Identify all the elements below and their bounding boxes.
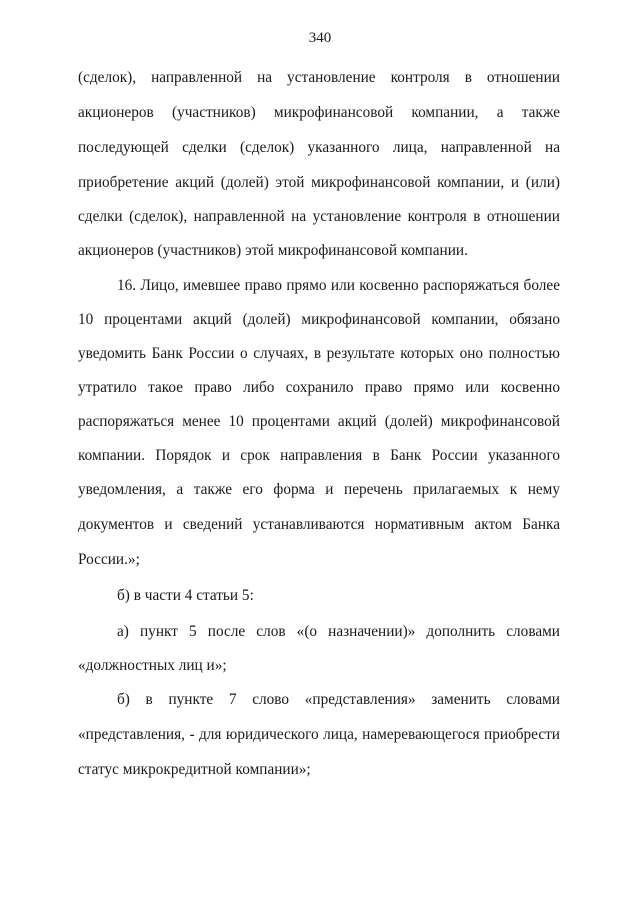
- text-line: приобретение акций (долей) этой микрофинансовой компании, и (или): [78, 174, 560, 191]
- page-number: 340: [308, 30, 332, 46]
- text-line: (сделок), направленной на установление контроля в отношении: [78, 69, 560, 86]
- text-line: компании. Порядок и срок направления в Банк России указанного: [78, 447, 560, 464]
- text-line: б) в части 4 статьи 5:: [117, 587, 254, 604]
- text-line: «должностных лиц и»;: [78, 657, 227, 674]
- text-line: распоряжаться менее 10 процентами акций (долей) микрофинансовой: [78, 413, 560, 430]
- text-line: документов и сведений устанавливаются нормативным актом Банка: [78, 516, 560, 533]
- text-line: а) пункт 5 после слов «(о назначении)» дополнить словами: [117, 623, 560, 640]
- text-line: России.»;: [78, 551, 140, 568]
- text-line: последующей сделки (сделок) указанного лица, направленной на: [78, 139, 560, 156]
- text-line: утратило такое право либо сохранило право прямо или косвенно: [78, 379, 560, 396]
- text-line: 16. Лицо, имевшее право прямо или косвенно распоряжаться более: [117, 277, 560, 294]
- text-line: акционеров (участников) микрофинансовой компании, а также: [78, 104, 560, 121]
- text-line: уведомить Банк России о случаях, в результате которых оно полностью: [78, 345, 560, 362]
- text-line: уведомления, а также его форма и перечень прилагаемых к нему: [78, 481, 560, 498]
- text-line: статус микрокредитной компании»;: [78, 761, 311, 778]
- text-line: 10 процентами акций (долей) микрофинансовой компании, обязано: [78, 311, 560, 328]
- text-line: акционеров (участников) этой микрофинансовой компании.: [78, 242, 468, 259]
- text-line: сделки (сделок), направленной на установление контроля в отношении: [78, 208, 560, 225]
- text-line: «представления, - для юридического лица, намеревающегося приобрести: [78, 726, 560, 743]
- text-line: б) в пункте 7 слово «представления» заменить словами: [117, 691, 560, 708]
